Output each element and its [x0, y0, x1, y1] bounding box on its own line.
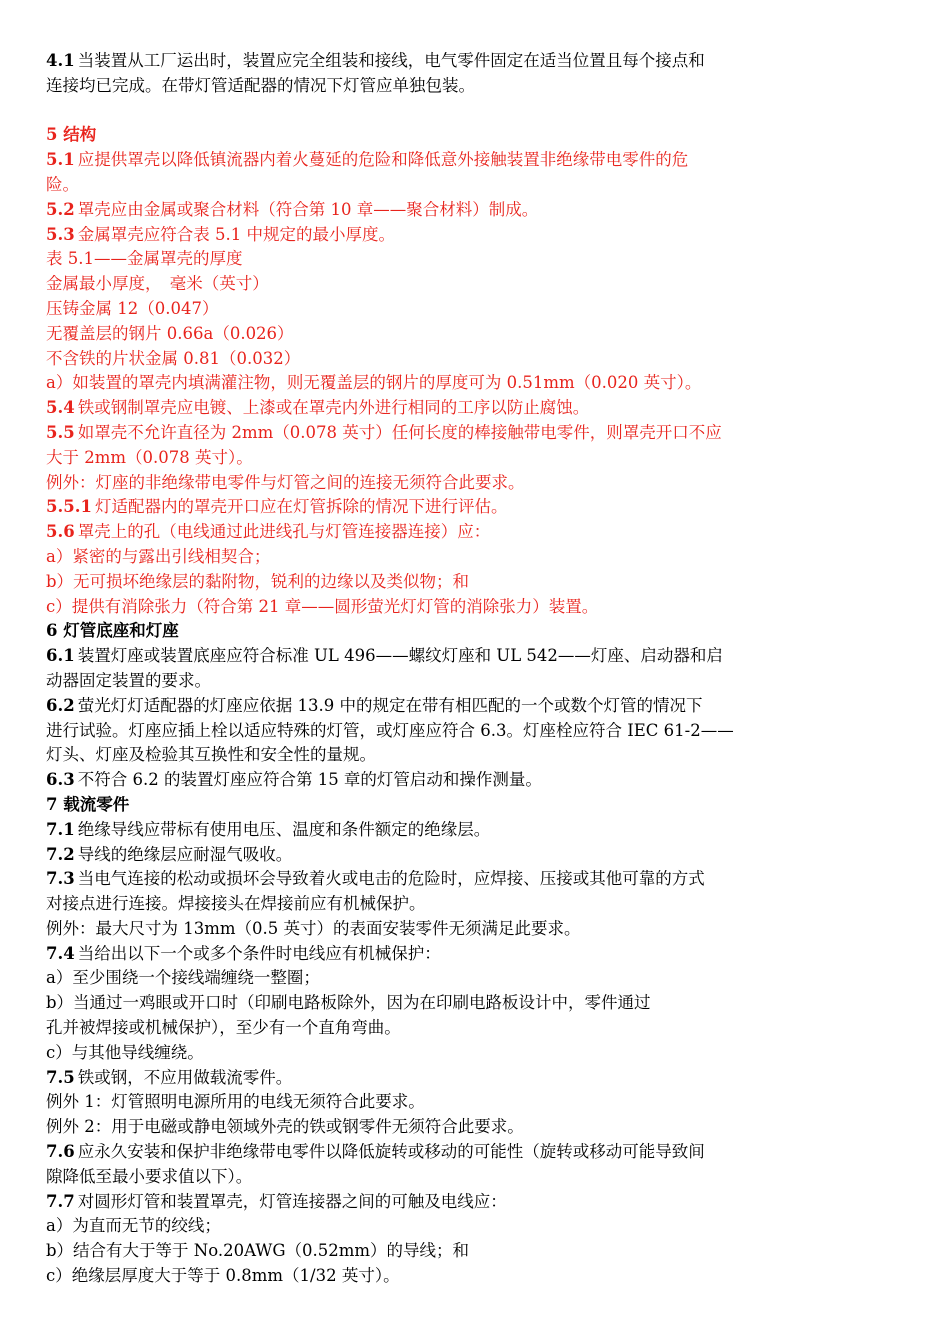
- text-line: [46, 818, 906, 843]
- text-line: [46, 917, 906, 942]
- clause-number: 4.1: [46, 51, 75, 70]
- text-line: [46, 1165, 906, 1190]
- line-text: b）结合有大于等于 No.20AWG（0.52mm）的导线；和: [46, 1241, 470, 1261]
- clause-number: 5.5.1: [46, 497, 92, 517]
- text-line: [46, 991, 906, 1016]
- text-line: [46, 1239, 906, 1264]
- clause-number: 5.6: [46, 522, 75, 542]
- line-text: 隙降低至最小要求值以下）。: [46, 1166, 253, 1186]
- text-line: [46, 272, 906, 297]
- line-text: 萤光灯灯适配器的灯座应依据 13.9 中的规定在带有相匹配的一个或数个灯管的情况下: [77, 695, 703, 715]
- line-text: 5 结构: [46, 125, 97, 145]
- section-heading: [46, 793, 906, 818]
- clause-number: 7.6: [46, 1142, 75, 1162]
- text-line: [46, 297, 906, 322]
- text-line: [46, 669, 906, 694]
- line-text: 大于 2mm（0.078 英寸）。: [46, 447, 253, 467]
- line-text: 进行试验。灯座应插上栓以适应特殊的灯管，或灯座应符合 6.3。灯座栓应符合 IEC 61-2——: [46, 720, 734, 740]
- line-text: 对圆形灯管和装置罩壳，灯管连接器之间的可触及电线应：: [77, 1191, 507, 1211]
- line-text: 铁或钢，不应用做载流零件。: [77, 1067, 293, 1087]
- line-text: 罩壳应由金属或聚合材料（符合第 10 章——聚合材料）制成。: [77, 199, 539, 219]
- text-line: [46, 1016, 906, 1041]
- line-text: 险。: [46, 174, 79, 194]
- text-line: [46, 471, 906, 496]
- line-text: 灯头、灯座及检验其互换性和安全性的量规。: [46, 745, 376, 765]
- text-line: [46, 545, 906, 570]
- clause-number: 7.7: [46, 1191, 75, 1211]
- text-line: [46, 768, 906, 793]
- clause-number: 7.4: [46, 943, 75, 963]
- line-text: 压铸金属 12（0.047）: [46, 298, 219, 318]
- line-text: 灯适配器内的罩壳开口应在灯管拆除的情况下进行评估。: [94, 497, 508, 517]
- text-line: [46, 843, 906, 868]
- text-line: [46, 595, 906, 620]
- text-line: [46, 719, 906, 744]
- line-text: 绝缘导线应带标有使用电压、温度和条件额定的绝缘层。: [77, 819, 491, 839]
- line-text: 例外 2：用于电磁或静电领域外壳的铁或钢零件无须符合此要求。: [46, 1117, 524, 1137]
- text-line: [46, 1190, 906, 1215]
- text-line: [46, 198, 906, 223]
- text-line: [46, 495, 906, 520]
- line-text: 导线的绝缘层应耐湿气吸收。: [77, 844, 293, 864]
- line-text: 例外 1：灯管照明电源所用的电线无须符合此要求。: [46, 1092, 425, 1112]
- line-text: a）如装置的罩壳内填满灌注物，则无覆盖层的钢片的厚度可为 0.51mm（0.020 英寸）。: [46, 373, 702, 393]
- text-line: [46, 1115, 906, 1140]
- line-text: 金属罩壳应符合表 5.1 中规定的最小厚度。: [77, 224, 395, 244]
- clause-number: 5.5: [46, 422, 75, 442]
- line-text: 金属最小厚度， 毫米（英寸）: [46, 274, 269, 294]
- line-text: 对接点进行连接。焊接接头在焊接前应有机械保护。: [46, 894, 426, 914]
- text-line: [46, 942, 906, 967]
- line-text: 连接均已完成。在带灯管适配器的情况下灯管应单独包装。: [46, 75, 475, 95]
- line-text: a）紧密的与露出引线相契合；: [46, 546, 271, 566]
- line-text: 如罩壳不允许直径为 2mm（0.078 英寸）任何长度的棒接触带电零件，则罩壳开口不应: [77, 422, 722, 442]
- text-line: [46, 74, 906, 99]
- text-line: [46, 421, 906, 446]
- line-text: 当装置从工厂运出时，装置应完全组装和接线，电气零件固定在适当位置且每个接点和: [77, 51, 705, 70]
- line-text: a）为直而无节的绞线；: [46, 1216, 221, 1236]
- text-line: [46, 1041, 906, 1066]
- line-text: 动器固定装置的要求。: [46, 670, 211, 690]
- line-text: 不符合 6.2 的装置灯座应符合第 15 章的灯管启动和操作测量。: [77, 770, 542, 790]
- line-text: c）提供有消除张力（符合第 21 章——圆形萤光灯灯管的消除张力）装置。: [46, 596, 599, 616]
- line-text: 例外：最大尺寸为 13mm（0.5 英寸）的表面安装零件无须满足此要求。: [46, 918, 581, 938]
- line-text: 铁或钢制罩壳应电镀、上漆或在罩壳内外进行相同的工序以防止腐蚀。: [77, 398, 590, 418]
- clause-number: 7.5: [46, 1067, 75, 1087]
- clause-number: 5.4: [46, 398, 75, 418]
- clause-number: 7.3: [46, 869, 75, 889]
- line-text: b）当通过一鸡眼或开口时（印刷电路板除外，因为在印刷电路板设计中，零件通过: [46, 993, 651, 1013]
- clause-number: 6.2: [46, 695, 75, 715]
- line-text: 不含铁的片状金属 0.81（0.032）: [46, 348, 301, 368]
- line-text: 表 5.1——金属罩壳的厚度: [46, 249, 243, 269]
- text-line: [46, 173, 906, 198]
- line-text: 应永久安装和保护非绝缘带电零件以降低旋转或移动的可能性（旋转或移动可能导致间: [77, 1142, 705, 1162]
- section-heading: [46, 123, 906, 148]
- text-line: [46, 644, 906, 669]
- line-text: 罩壳上的孔（电线通过此进线孔与灯管连接器连接）应：: [77, 522, 491, 542]
- line-text: 7 载流零件: [46, 794, 130, 814]
- text-line: [46, 1066, 906, 1091]
- text-line: [46, 371, 906, 396]
- text-line: [46, 223, 906, 248]
- clause-number: 5.3: [46, 224, 75, 244]
- text-line: [46, 1140, 906, 1165]
- line-text: 无覆盖层的钢片 0.66a（0.026）: [46, 323, 294, 343]
- document-page: [46, 49, 906, 1289]
- clause-number: 6.1: [46, 646, 75, 666]
- text-line: [46, 446, 906, 471]
- line-text: 应提供罩壳以降低镇流器内着火蔓延的危险和降低意外接触装置非绝缘带电零件的危: [77, 150, 689, 170]
- text-line: [46, 322, 906, 347]
- line-text: 当给出以下一个或多个条件时电线应有机械保护：: [77, 943, 441, 963]
- text-line: [46, 1090, 906, 1115]
- text-line: [46, 520, 906, 545]
- section-heading: [46, 619, 906, 644]
- clause-number: 5.2: [46, 199, 75, 219]
- blank-line: [46, 99, 906, 124]
- line-text: b）无可损坏绝缘层的黏附物，锐利的边缘以及类似物；和: [46, 571, 470, 591]
- text-line: [46, 396, 906, 421]
- text-line: [46, 694, 906, 719]
- clause-number: 7.2: [46, 844, 75, 864]
- line-text: a）至少围绕一个接线端缠绕一整圈；: [46, 968, 320, 988]
- text-line: [46, 148, 906, 173]
- line-text: 当电气连接的松动或损坏会导致着火或电击的危险时，应焊接、压接或其他可靠的方式: [77, 869, 705, 889]
- clause-number: 7.1: [46, 819, 75, 839]
- line-text: c）绝缘层厚度大于等于 0.8mm（1/32 英寸）。: [46, 1266, 400, 1286]
- line-text: 6 灯管底座和灯座: [46, 621, 179, 641]
- text-line: [46, 1214, 906, 1239]
- text-line: [46, 892, 906, 917]
- line-text: 例外：灯座的非绝缘带电零件与灯管之间的连接无须符合此要求。: [46, 472, 525, 492]
- clause-number: 6.3: [46, 770, 75, 790]
- line-text: 装置灯座或装置底座应符合标准 UL 496——螺纹灯座和 UL 542——灯座、启动器和启: [77, 646, 723, 666]
- text-line: [46, 49, 906, 74]
- text-line: [46, 347, 906, 372]
- text-line: [46, 247, 906, 272]
- line-text: c）与其他导线缠绕。: [46, 1042, 204, 1062]
- text-line: [46, 1264, 906, 1289]
- clause-number: 5.1: [46, 150, 75, 170]
- text-line: [46, 966, 906, 991]
- line-text: 孔并被焊接或机械保护），至少有一个直角弯曲。: [46, 1018, 401, 1038]
- text-line: [46, 867, 906, 892]
- text-line: [46, 570, 906, 595]
- text-line: [46, 743, 906, 768]
